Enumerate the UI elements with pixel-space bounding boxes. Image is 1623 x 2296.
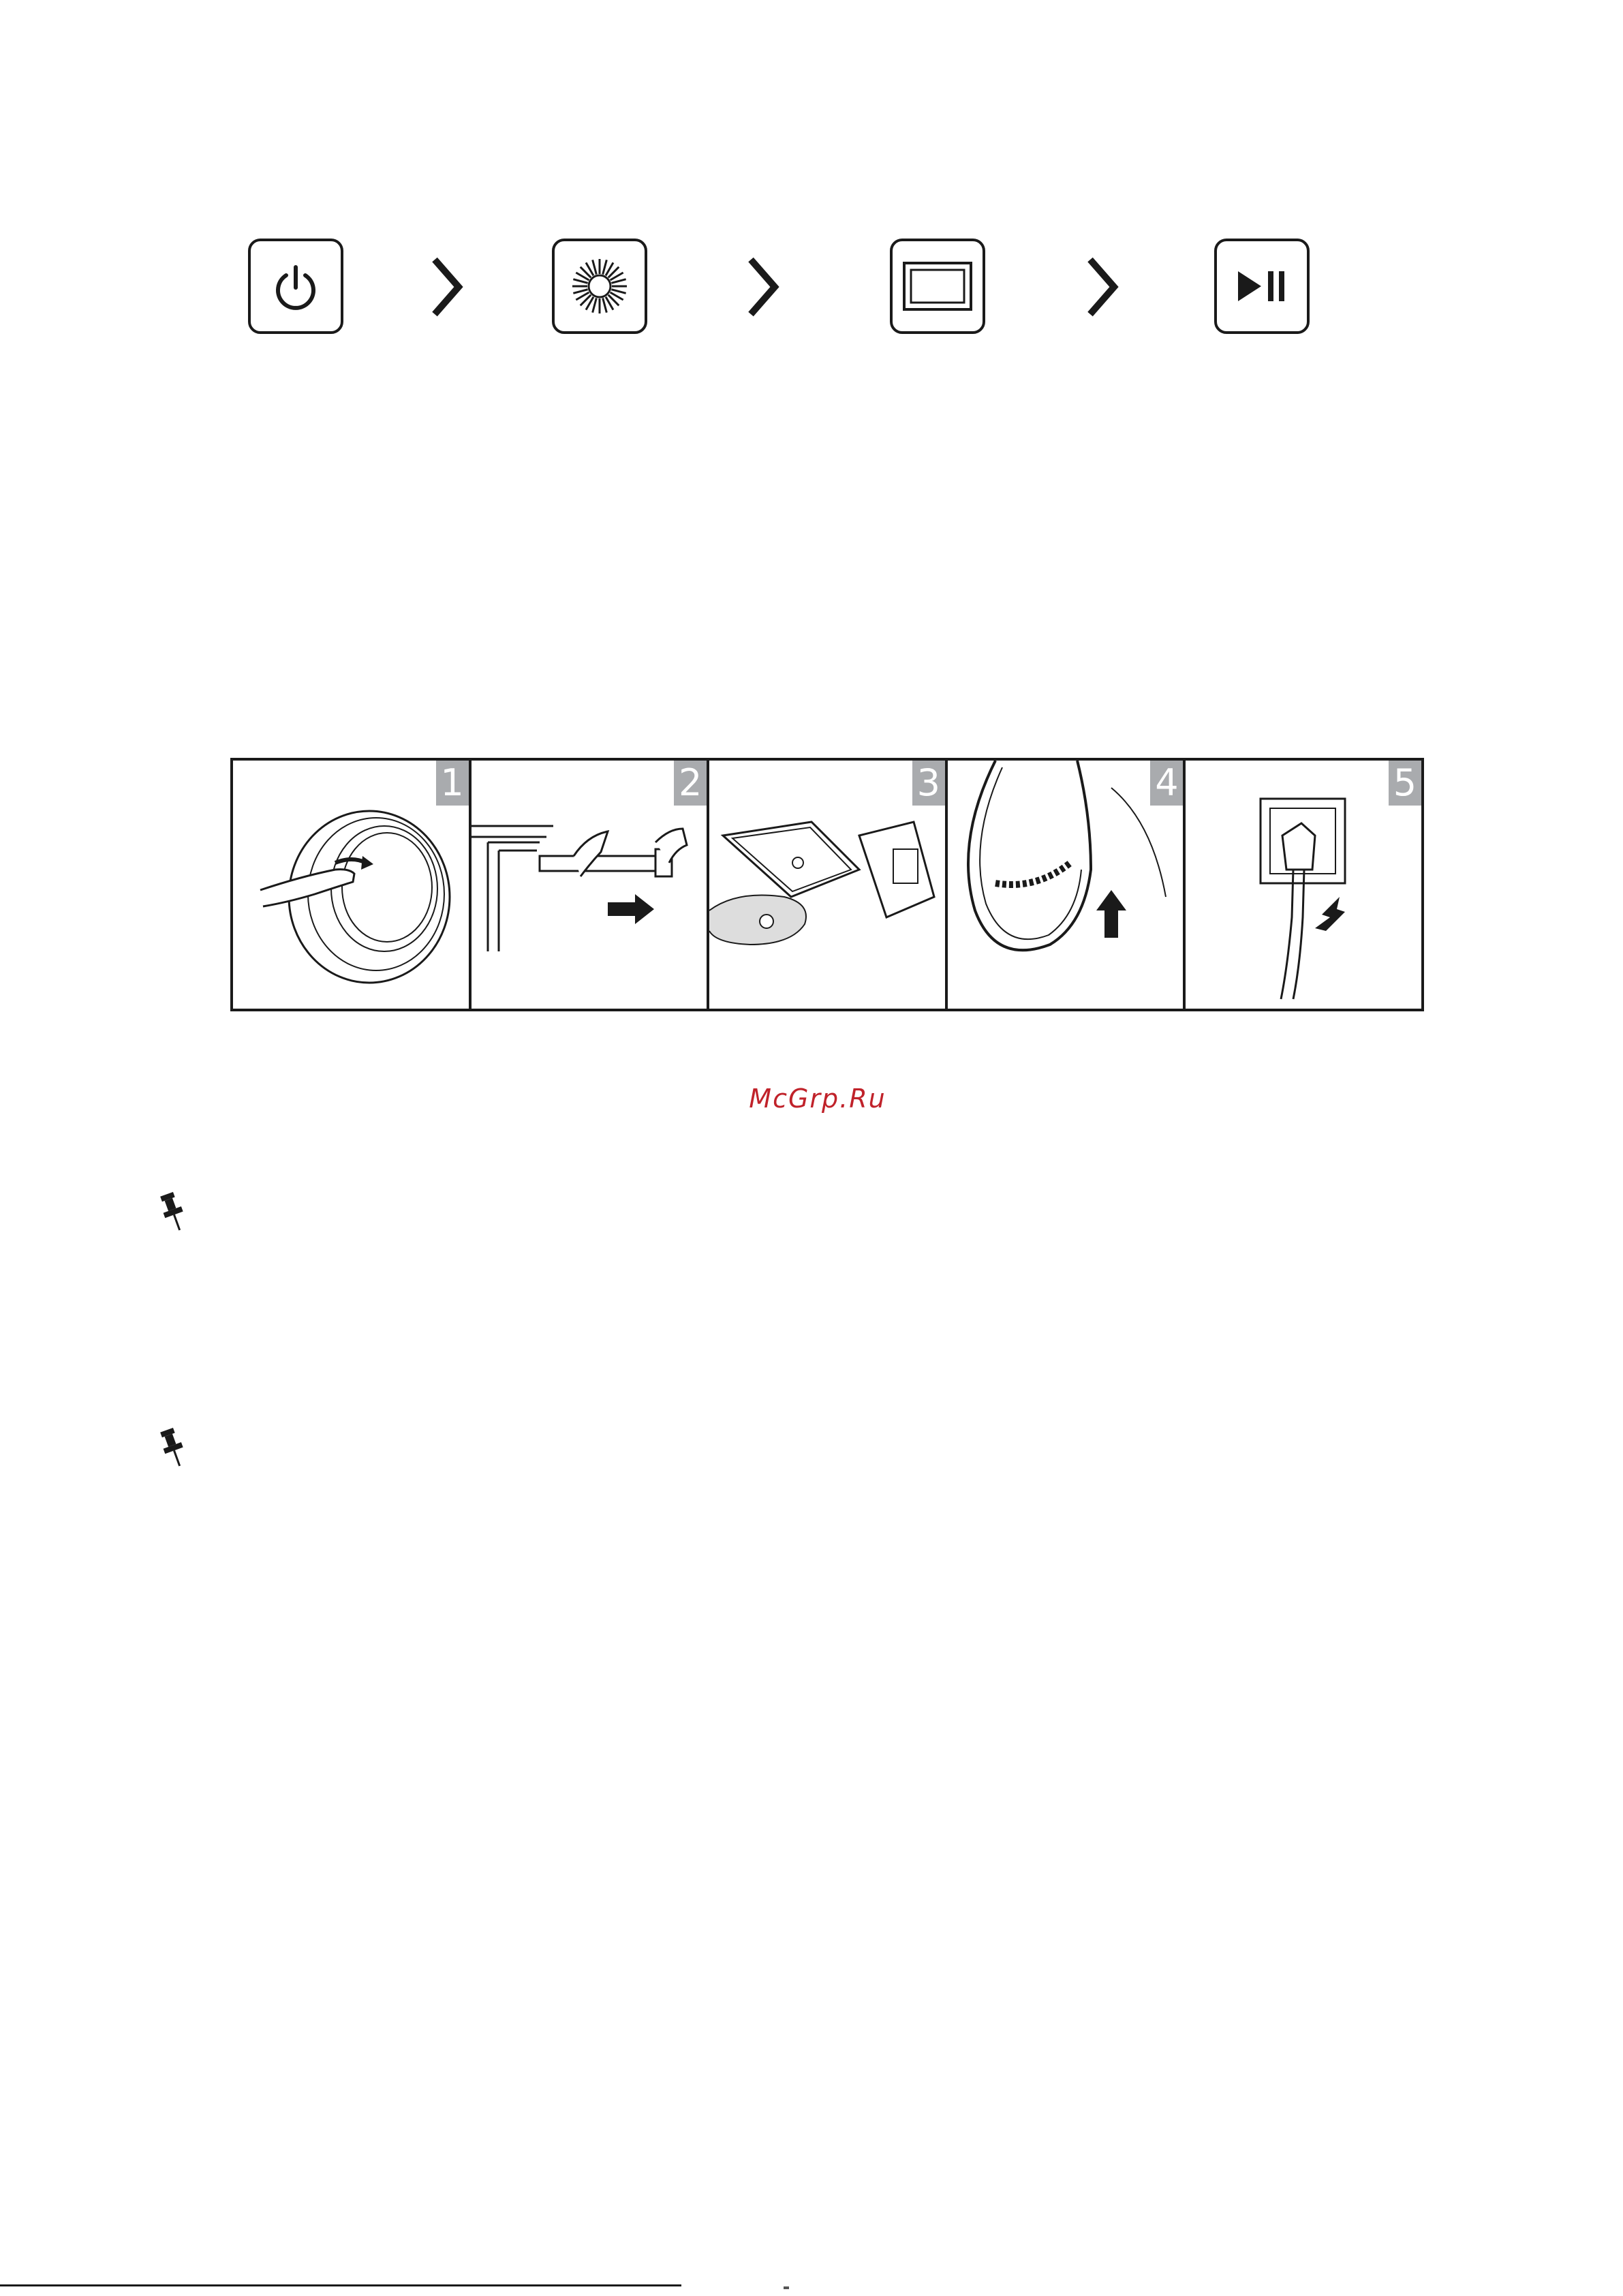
step-number: 4 — [1150, 761, 1183, 806]
chevron-right-icon — [428, 256, 469, 318]
start-pause-icon — [1231, 266, 1293, 307]
dial-ray — [603, 298, 607, 312]
step-panel-1 — [233, 761, 472, 1009]
dial-ray — [603, 260, 607, 274]
dial-ray — [611, 279, 625, 284]
start-pause-button-icon — [1214, 239, 1310, 334]
step-panel-2 — [472, 761, 710, 1009]
pushpin-icon — [158, 1426, 191, 1469]
dial-ray — [611, 290, 625, 294]
dial-ray — [593, 298, 597, 312]
pushpin-icon — [158, 1190, 191, 1234]
step-panel-4 — [948, 761, 1186, 1009]
dial-ray — [573, 290, 587, 294]
unplug-icon — [1186, 761, 1421, 1009]
program-dial-button-icon — [552, 239, 647, 334]
chevron-right-icon — [1083, 256, 1124, 318]
step-number: 3 — [912, 761, 945, 806]
remove-transit-bolt-icon — [472, 761, 707, 1009]
step-number: 1 — [436, 761, 469, 806]
dial-ray — [593, 260, 597, 274]
power-icon — [268, 259, 323, 313]
watermark: McGrp.Ru — [749, 1084, 886, 1114]
step-panel-3 — [709, 761, 948, 1009]
display-button-icon — [890, 239, 985, 334]
control-sequence — [0, 0, 1623, 354]
footer-rule — [0, 2284, 681, 2286]
chevron-right-icon — [744, 256, 785, 318]
power-button-icon — [248, 239, 343, 334]
display-icon — [900, 259, 975, 313]
dial-ray — [573, 279, 587, 284]
program-dial-icon — [566, 252, 634, 320]
footer-mark — [784, 2286, 789, 2289]
door-seal-icon — [948, 761, 1184, 1009]
detergent-drawer-icon — [709, 761, 945, 1009]
step-illustrations — [230, 758, 1424, 1011]
open-door-icon — [233, 761, 469, 1009]
step-panel-5 — [1186, 761, 1421, 1009]
step-number: 5 — [1389, 761, 1421, 806]
step-number: 2 — [674, 761, 707, 806]
